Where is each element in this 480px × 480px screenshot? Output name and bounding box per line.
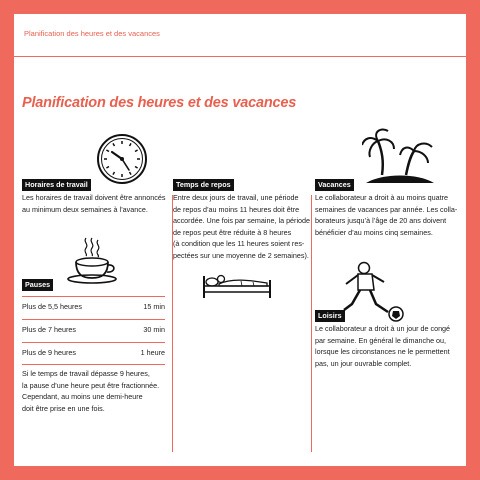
- column-divider: [311, 195, 312, 452]
- label-horaires: Horaires de travail: [22, 179, 91, 191]
- label-pauses: Pauses: [22, 279, 53, 291]
- pause-row: Plus de 9 heures 1 heure: [22, 348, 165, 357]
- loisirs-text: Le collaborateur a droit à un jour de congé par semaine. En général le dimanche ou, lorsque les circonstances ne le permettent pas, un jour ouvrable complet.: [315, 324, 451, 368]
- pauses-divider: [22, 296, 165, 297]
- page-title: Planification des heures et des vacances: [22, 95, 297, 111]
- pauses-divider: [22, 342, 165, 343]
- pauses-divider: [22, 364, 165, 365]
- pause-row: Plus de 5,5 heures 15 min: [22, 302, 165, 311]
- pauses-divider: [22, 319, 165, 320]
- palm-island-icon: [362, 127, 438, 189]
- label-vacances: Vacances: [315, 179, 354, 191]
- bed-icon: [201, 270, 273, 300]
- horaires-text: Les horaires de travail doivent être annoncés au minimum deux semaines à l’avance.: [22, 193, 166, 214]
- vacances-text: Le collaborateur a droit à au moins quatre semaines de vacances par année. Les colla- borateurs jusqu’à l’âge de 20 ans doivent bénéficier d’au moins cinq semaines.: [315, 193, 458, 237]
- label-loisirs: Loisirs: [315, 310, 345, 322]
- header-divider: [14, 56, 466, 57]
- clock-icon: [95, 132, 149, 186]
- label-repos: Temps de repos: [173, 179, 234, 191]
- pauses-text: Si le temps de travail dépasse 9 heures, la pause d’une heure peut être fractionnée. Cependant, au moins une demi-heure doit être prise en une fois.: [22, 369, 160, 413]
- repos-text: Entre deux jours de travail, une période de repos d’au moins 11 heures doit être accordée. Une fois par semaine, la période de repos peut être réduite à 8 heures (à condition que les 11 heures soient res- pectées sur une moyenne de 2 semaines).: [173, 193, 311, 260]
- header-breadcrumb: Planification des heures et des vacances: [24, 29, 160, 38]
- coffee-cup-icon: [64, 236, 122, 284]
- football-player-icon: [336, 260, 406, 324]
- pause-row: Plus de 7 heures 30 min: [22, 325, 165, 334]
- page: [14, 14, 466, 466]
